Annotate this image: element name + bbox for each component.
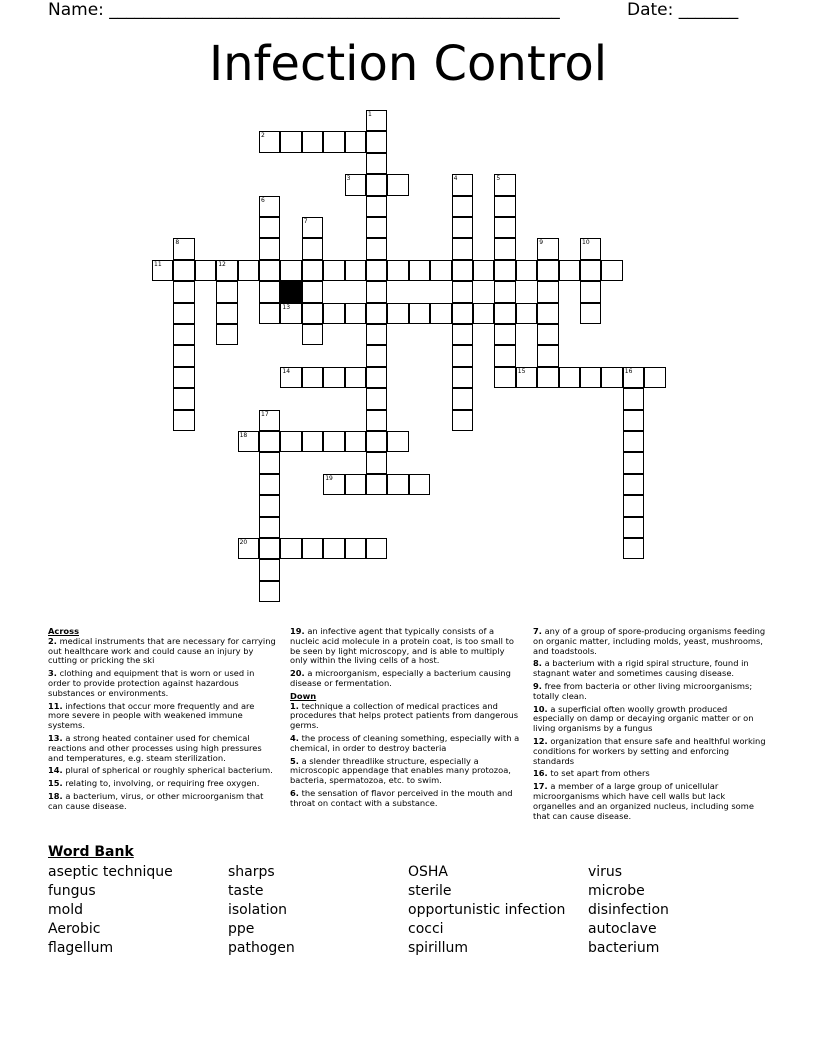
grid-cell[interactable] xyxy=(409,303,430,324)
grid-cell[interactable] xyxy=(323,303,344,324)
grid-cell[interactable] xyxy=(409,474,430,495)
grid-cell[interactable] xyxy=(345,538,366,559)
grid-cell[interactable] xyxy=(366,153,387,174)
grid-cell[interactable] xyxy=(302,324,323,345)
grid-cell[interactable] xyxy=(409,260,430,281)
word-bank-item: opportunistic infection xyxy=(408,902,566,918)
word-bank-item: pathogen xyxy=(228,940,295,956)
clue-number: 12 xyxy=(218,260,226,268)
word-bank-item: spirillum xyxy=(408,940,469,956)
grid-cell[interactable] xyxy=(494,217,515,238)
grid-cell[interactable] xyxy=(280,303,301,324)
grid-cell[interactable] xyxy=(494,367,515,388)
grid-cell[interactable] xyxy=(173,238,194,259)
grid-cell[interactable] xyxy=(152,260,173,281)
word-bank-item: microbe xyxy=(588,883,645,899)
grid-cell[interactable] xyxy=(623,517,644,538)
grid-cell[interactable] xyxy=(452,345,473,366)
grid-cell[interactable] xyxy=(323,260,344,281)
grid-cell[interactable] xyxy=(259,238,280,259)
word-bank-title: Word Bank xyxy=(48,844,134,860)
grid-cell[interactable] xyxy=(494,238,515,259)
grid-cell[interactable] xyxy=(387,431,408,452)
word-bank-item: ppe xyxy=(228,921,255,937)
grid-cell[interactable] xyxy=(494,345,515,366)
grid-cell[interactable] xyxy=(259,217,280,238)
grid-cell[interactable] xyxy=(173,367,194,388)
word-bank-item: aseptic technique xyxy=(48,864,173,880)
grid-cell[interactable] xyxy=(366,345,387,366)
clue-down-5: 5. a slender threadlike structure, especially a microscopic appendage that enables many protozoa, bacteria, spermatozoa, etc. to swim. xyxy=(290,755,511,786)
grid-cell[interactable] xyxy=(302,217,323,238)
grid-cell[interactable] xyxy=(280,431,301,452)
clues-column-1 xyxy=(48,627,276,815)
grid-cell[interactable] xyxy=(516,260,537,281)
grid-cell[interactable] xyxy=(366,260,387,281)
grid-cell[interactable] xyxy=(366,474,387,495)
grid-cell[interactable] xyxy=(280,131,301,152)
clue-down-1: 1. technique a collection of medical practices and procedures that helps protect patients from dangerous germs. xyxy=(290,700,519,731)
grid-cell[interactable] xyxy=(259,559,280,580)
grid-cell[interactable] xyxy=(537,324,558,345)
grid-cell[interactable] xyxy=(323,474,344,495)
grid-cell[interactable] xyxy=(345,431,366,452)
grid-cell[interactable] xyxy=(259,281,280,302)
clue-number: 6 xyxy=(261,196,265,204)
clue-down-9: 9. free from bacteria or other living microorganisms; totally clean. xyxy=(533,680,753,701)
down-heading: Down xyxy=(290,690,317,701)
grid-cell[interactable] xyxy=(387,174,408,195)
grid-cell[interactable] xyxy=(216,324,237,345)
word-bank-item: autoclave xyxy=(588,921,657,937)
word-bank-item: flagellum xyxy=(48,940,114,956)
name-field: Name: _____________________________________________________ xyxy=(48,0,560,20)
clue-down-8: 8. a bacterium with a rigid spiral structure, found in stagnant water and sometimes causing disease. xyxy=(533,658,749,679)
grid-cell[interactable] xyxy=(452,303,473,324)
grid-cell[interactable] xyxy=(452,174,473,195)
grid-cell[interactable] xyxy=(259,260,280,281)
word-bank-item: sharps xyxy=(228,864,275,880)
grid-cell[interactable] xyxy=(537,367,558,388)
grid-cell[interactable] xyxy=(366,217,387,238)
grid-cell[interactable] xyxy=(387,303,408,324)
grid-cell[interactable] xyxy=(323,431,344,452)
grid-cell[interactable] xyxy=(452,217,473,238)
grid-cell[interactable] xyxy=(216,260,237,281)
grid-cell[interactable] xyxy=(537,303,558,324)
grid-cell[interactable] xyxy=(387,474,408,495)
grid-cell[interactable] xyxy=(302,260,323,281)
grid-cell[interactable] xyxy=(452,238,473,259)
grid-cell[interactable] xyxy=(195,260,216,281)
grid-cell[interactable] xyxy=(537,345,558,366)
clues-column-3 xyxy=(533,627,767,824)
grid-cell[interactable] xyxy=(216,303,237,324)
grid-cell[interactable] xyxy=(494,196,515,217)
grid-cell[interactable] xyxy=(559,367,580,388)
word-bank-item: disinfection xyxy=(588,902,669,918)
clue-down-10: 10. a superficial often woolly growth produced especially on damp or decaying organic matter or on living organisms by a fungus xyxy=(533,703,754,734)
clue-across-18: 18. a bacterium, virus, or other microorganism that can cause disease. xyxy=(48,790,264,811)
grid-cell[interactable] xyxy=(345,131,366,152)
grid-cell[interactable] xyxy=(623,431,644,452)
grid-cell[interactable] xyxy=(259,517,280,538)
clue-number: 2 xyxy=(261,132,265,140)
grid-cell[interactable] xyxy=(494,324,515,345)
clue-number: 3 xyxy=(346,175,351,183)
grid-cell[interactable] xyxy=(345,174,366,195)
across-heading: Across xyxy=(48,626,80,636)
grid-cell[interactable] xyxy=(259,131,280,152)
clue-across-3: 3. clothing and equipment that is worn or used in order to provide protection against hazardous substances or environments. xyxy=(48,668,255,698)
grid-cell[interactable] xyxy=(537,281,558,302)
word-bank-item: taste xyxy=(228,883,264,899)
grid-cell[interactable] xyxy=(366,110,387,131)
grid-cell[interactable] xyxy=(473,303,494,324)
grid-cell[interactable] xyxy=(173,345,194,366)
grid-cell[interactable] xyxy=(430,260,451,281)
grid-cell[interactable] xyxy=(280,367,301,388)
grid-cell[interactable] xyxy=(173,324,194,345)
clue-down-16: 16. to set apart from others xyxy=(533,768,650,779)
grid-cell[interactable] xyxy=(280,260,301,281)
grid-cell[interactable] xyxy=(345,303,366,324)
grid-cell[interactable] xyxy=(259,303,280,324)
grid-cell[interactable] xyxy=(559,260,580,281)
clue-number: 1 xyxy=(368,111,372,118)
grid-cell[interactable] xyxy=(259,196,280,217)
grid-cell[interactable] xyxy=(623,495,644,516)
grid-cell[interactable] xyxy=(452,388,473,409)
grid-cell[interactable] xyxy=(452,196,473,217)
grid-cell[interactable] xyxy=(302,281,323,302)
grid-cell[interactable] xyxy=(366,367,387,388)
clue-number: 13 xyxy=(282,303,291,311)
clue-number: 10 xyxy=(582,239,590,247)
grid-cell[interactable] xyxy=(173,410,194,431)
word-bank-item: OSHA xyxy=(408,864,449,880)
grid-cell[interactable] xyxy=(323,538,344,559)
grid-cell[interactable] xyxy=(580,260,601,281)
clue-across-11: 11. infections that occur more frequently and are more severe in people with weakened immune systems. xyxy=(48,700,255,731)
grid-cell[interactable] xyxy=(601,260,622,281)
clue-down-6: 6. the sensation of flavor perceived in the mouth and throat on contact with a substance. xyxy=(290,787,513,808)
grid-cell[interactable] xyxy=(216,281,237,302)
clue-across-14: 14. plural of spherical or roughly spherical bacterium. xyxy=(48,765,273,776)
grid-cell[interactable] xyxy=(345,260,366,281)
grid-cell[interactable] xyxy=(623,538,644,559)
grid-cell[interactable] xyxy=(387,260,408,281)
clue-number: 19 xyxy=(325,474,333,482)
grid-cell[interactable] xyxy=(601,367,622,388)
grid-cell[interactable] xyxy=(366,431,387,452)
grid-cell[interactable] xyxy=(259,495,280,516)
clue-number: 5 xyxy=(496,175,501,183)
clue-number: 14 xyxy=(282,367,291,375)
grid-cell[interactable] xyxy=(238,538,259,559)
grid-cell[interactable] xyxy=(366,538,387,559)
word-bank-item: bacterium xyxy=(588,940,660,956)
grid-cell[interactable] xyxy=(280,538,301,559)
grid-cell[interactable] xyxy=(580,303,601,324)
grid-cell[interactable] xyxy=(580,367,601,388)
grid-cell[interactable] xyxy=(302,367,323,388)
grid-cell[interactable] xyxy=(452,260,473,281)
grid-cell[interactable] xyxy=(516,303,537,324)
grid-cell[interactable] xyxy=(516,367,537,388)
clue-down-12: 12. organization that ensure safe and healthful working conditions for workers by setting and enforcing standards xyxy=(533,735,766,766)
grid-cell[interactable] xyxy=(238,260,259,281)
grid-cell[interactable] xyxy=(173,281,194,302)
grid-cell[interactable] xyxy=(623,367,644,388)
grid-cell[interactable] xyxy=(259,431,280,452)
clue-number: 9 xyxy=(539,239,544,247)
grid-cell[interactable] xyxy=(259,474,280,495)
clue-number: 7 xyxy=(303,218,308,225)
grid-cell[interactable] xyxy=(302,238,323,259)
grid-cell[interactable] xyxy=(366,131,387,152)
grid-cell[interactable] xyxy=(494,174,515,195)
grid-cell[interactable] xyxy=(259,452,280,473)
grid-cell[interactable] xyxy=(345,474,366,495)
grid-cell[interactable] xyxy=(366,281,387,302)
word-bank-item: sterile xyxy=(408,883,452,899)
grid-cell[interactable] xyxy=(452,324,473,345)
grid-cell[interactable] xyxy=(173,303,194,324)
grid-cell[interactable] xyxy=(430,303,451,324)
grid-cell[interactable] xyxy=(259,538,280,559)
clue-number: 15 xyxy=(517,367,526,375)
grid-cell[interactable] xyxy=(366,410,387,431)
grid-cell[interactable] xyxy=(366,303,387,324)
grid-cell[interactable] xyxy=(494,260,515,281)
grid-cell[interactable] xyxy=(494,303,515,324)
clue-down-17: 17. a member of a large group of unicellular microorganisms which have cell walls but lack organelles and an organized nucleus, including some that can cause disease. xyxy=(533,781,754,821)
grid-cell[interactable] xyxy=(366,324,387,345)
word-bank-item: cocci xyxy=(408,921,444,937)
word-bank-item: mold xyxy=(48,902,83,918)
grid-cell[interactable] xyxy=(302,131,323,152)
grid-cell[interactable] xyxy=(623,452,644,473)
clue-down-4: 4. the process of cleaning something, especially with a chemical, in order to destroy bacteria xyxy=(290,732,520,753)
grid-cell[interactable] xyxy=(302,303,323,324)
page-title: Infection Control xyxy=(208,36,608,92)
clue-across-20: 20. a microorganism, especially a bacterium causing disease or fermentation. xyxy=(290,668,511,688)
grid-cell[interactable] xyxy=(366,196,387,217)
clue-number: 18 xyxy=(239,432,248,439)
clue-number: 16 xyxy=(624,367,633,375)
clue-across-19: 19. an infective agent that typically consists of a nucleic acid molecule in a protein coat, is too small to be seen by light microscopy, and is able to multiply only within the living cells of a host. xyxy=(290,626,514,666)
grid-cell[interactable] xyxy=(537,260,558,281)
grid-cell[interactable] xyxy=(452,281,473,302)
grid-cell[interactable] xyxy=(173,388,194,409)
grid-cell[interactable] xyxy=(323,367,344,388)
black-square xyxy=(280,281,301,302)
grid-cell[interactable] xyxy=(366,452,387,473)
grid-cell[interactable] xyxy=(259,410,280,431)
clue-down-7: 7. any of a group of spore-producing organisms feeding on organic matter, including molds, yeast, mushrooms, and toadstools. xyxy=(533,626,766,656)
clue-number: 20 xyxy=(239,539,248,546)
grid-cell[interactable] xyxy=(580,238,601,259)
word-bank-item: Aerobic xyxy=(48,921,101,937)
clues-column-2 xyxy=(290,627,522,812)
grid-cell[interactable] xyxy=(302,431,323,452)
grid-cell[interactable] xyxy=(494,281,515,302)
clue-number: 4 xyxy=(453,175,458,183)
grid-cell[interactable] xyxy=(623,388,644,409)
grid-cell[interactable] xyxy=(345,367,366,388)
grid-cell[interactable] xyxy=(623,410,644,431)
grid-cell[interactable] xyxy=(366,388,387,409)
grid-cell[interactable] xyxy=(366,174,387,195)
grid-cell[interactable] xyxy=(259,581,280,602)
grid-cell[interactable] xyxy=(452,367,473,388)
word-bank-item: virus xyxy=(588,864,623,880)
grid-cell[interactable] xyxy=(323,131,344,152)
clue-number: 8 xyxy=(175,239,180,247)
grid-cell[interactable] xyxy=(623,474,644,495)
grid-cell[interactable] xyxy=(173,260,194,281)
clue-number: 11 xyxy=(154,260,162,268)
clue-across-15: 15. relating to, involving, or requiring free oxygen. xyxy=(48,778,260,789)
grid-cell[interactable] xyxy=(644,367,665,388)
grid-cell[interactable] xyxy=(302,538,323,559)
word-bank-item: isolation xyxy=(228,902,288,918)
grid-cell[interactable] xyxy=(452,410,473,431)
grid-cell[interactable] xyxy=(366,238,387,259)
clue-across-13: 13. a strong heated container used for chemical reactions and other processes using high pressures and temperatures, e.g. steam sterilization. xyxy=(48,732,262,763)
clue-number: 17 xyxy=(261,410,269,418)
word-bank-item: fungus xyxy=(48,883,96,899)
grid-cell[interactable] xyxy=(537,238,558,259)
grid-cell[interactable] xyxy=(473,260,494,281)
clue-across-2: 2. medical instruments that are necessary for carrying out healthcare work and could cause an injury by cutting or pricking the ski xyxy=(48,635,276,666)
grid-cell[interactable] xyxy=(580,281,601,302)
date-field: Date: _______ xyxy=(627,0,739,20)
grid-cell[interactable] xyxy=(238,431,259,452)
